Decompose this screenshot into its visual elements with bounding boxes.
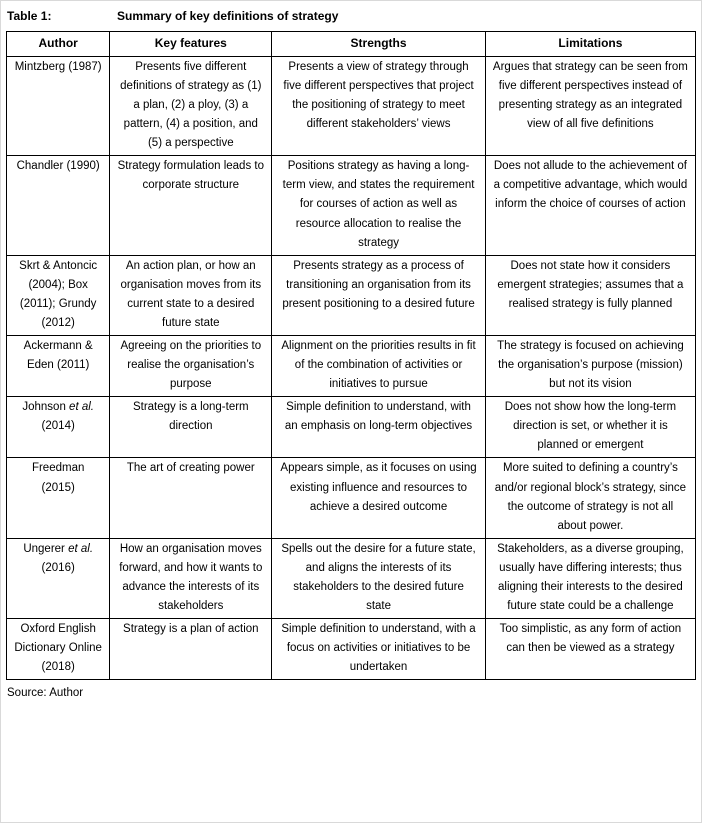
cell-limitations: Does not state how it considers emergent strategies; assumes that a realised strategy is fully planned	[485, 255, 695, 335]
cell-key-features: Strategy is a long-term direction	[110, 397, 272, 458]
cell-limitations: Does not allude to the achievement of a competitive advantage, which would inform the choice of courses of action	[485, 156, 695, 255]
cell-author: Oxford English Dictionary Online (2018)	[7, 619, 110, 680]
table-body	[7, 56, 696, 679]
table-caption-text: Summary of key definitions of strategy	[117, 9, 339, 23]
cell-key-features: Strategy formulation leads to corporate structure	[110, 156, 272, 255]
table-caption	[6, 7, 696, 31]
cell-author: Ackermann & Eden (2011)	[7, 336, 110, 397]
table-header-row	[7, 32, 696, 57]
table-row	[7, 255, 696, 335]
cell-limitations: The strategy is focused on achieving the organisation’s purpose (mission) but not its vision	[485, 336, 695, 397]
cell-strengths: Simple definition to understand, with a focus on activities or initiatives to be undertaken	[272, 619, 486, 680]
cell-key-features: The art of creating power	[110, 458, 272, 538]
column-header-key-features: Key features	[110, 32, 272, 57]
table-row	[7, 619, 696, 680]
cell-limitations: Stakeholders, as a diverse grouping, usually have differing interests; thus aligning their interests to the desired future state could be a challenge	[485, 538, 695, 618]
cell-key-features: How an organisation moves forward, and how it wants to advance the interests of its stakeholders	[110, 538, 272, 618]
table-row	[7, 336, 696, 397]
cell-author: Johnson et al. (2014)	[7, 397, 110, 458]
cell-key-features: Agreeing on the priorities to realise the organisation’s purpose	[110, 336, 272, 397]
cell-strengths: Alignment on the priorities results in fit of the combination of activities or initiatives to pursue	[272, 336, 486, 397]
column-header-limitations: Limitations	[485, 32, 695, 57]
cell-limitations: Does not show how the long-term direction is set, or whether it is planned or emergent	[485, 397, 695, 458]
table-row	[7, 56, 696, 155]
cell-key-features: An action plan, or how an organisation moves from its current state to a desired future state	[110, 255, 272, 335]
cell-author: Freedman (2015)	[7, 458, 110, 538]
source-note: Source: Author	[7, 687, 84, 700]
cell-key-features: Presents five different definitions of strategy as (1) a plan, (2) a ploy, (3) a pattern, (4) a position, and (5) a perspective	[110, 56, 272, 155]
table-caption-label: Table 1:	[7, 9, 52, 23]
definitions-table	[6, 31, 696, 680]
cell-limitations: Too simplistic, as any form of action can then be viewed as a strategy	[485, 619, 695, 680]
cell-key-features: Strategy is a plan of action	[110, 619, 272, 680]
cell-strengths: Presents strategy as a process of transitioning an organisation from its present positioning to a desired future	[272, 255, 486, 335]
table-row	[7, 156, 696, 255]
cell-author: Ungerer et al. (2016)	[7, 538, 110, 618]
column-header-author: Author	[7, 32, 110, 57]
table-row	[7, 458, 696, 538]
cell-limitations: More suited to defining a country’s and/or regional block’s strategy, since the outcome of strategy is not all about power.	[485, 458, 695, 538]
table-row	[7, 397, 696, 458]
cell-strengths: Presents a view of strategy through five different perspectives that project the positioning of strategy to meet different stakeholders’ views	[272, 56, 486, 155]
column-header-strengths: Strengths	[272, 32, 486, 57]
cell-limitations: Argues that strategy can be seen from five different perspectives instead of presenting strategy as an integrated view of all five definitions	[485, 56, 695, 155]
table-row	[7, 538, 696, 618]
cell-strengths: Simple definition to understand, with an emphasis on long-term objectives	[272, 397, 486, 458]
cell-author: Mintzberg (1987)	[7, 56, 110, 155]
cell-strengths: Positions strategy as having a long-term view, and states the requirement for courses of action as well as resource allocation to realise the strategy	[272, 156, 486, 255]
cell-strengths: Appears simple, as it focuses on using existing influence and resources to achieve a desired outcome	[272, 458, 486, 538]
cell-strengths: Spells out the desire for a future state, and aligns the interests of its stakeholders to the desired future state	[272, 538, 486, 618]
cell-author: Chandler (1990)	[7, 156, 110, 255]
cell-author: Skrt & Antoncic (2004); Box (2011); Grundy (2012)	[7, 255, 110, 335]
